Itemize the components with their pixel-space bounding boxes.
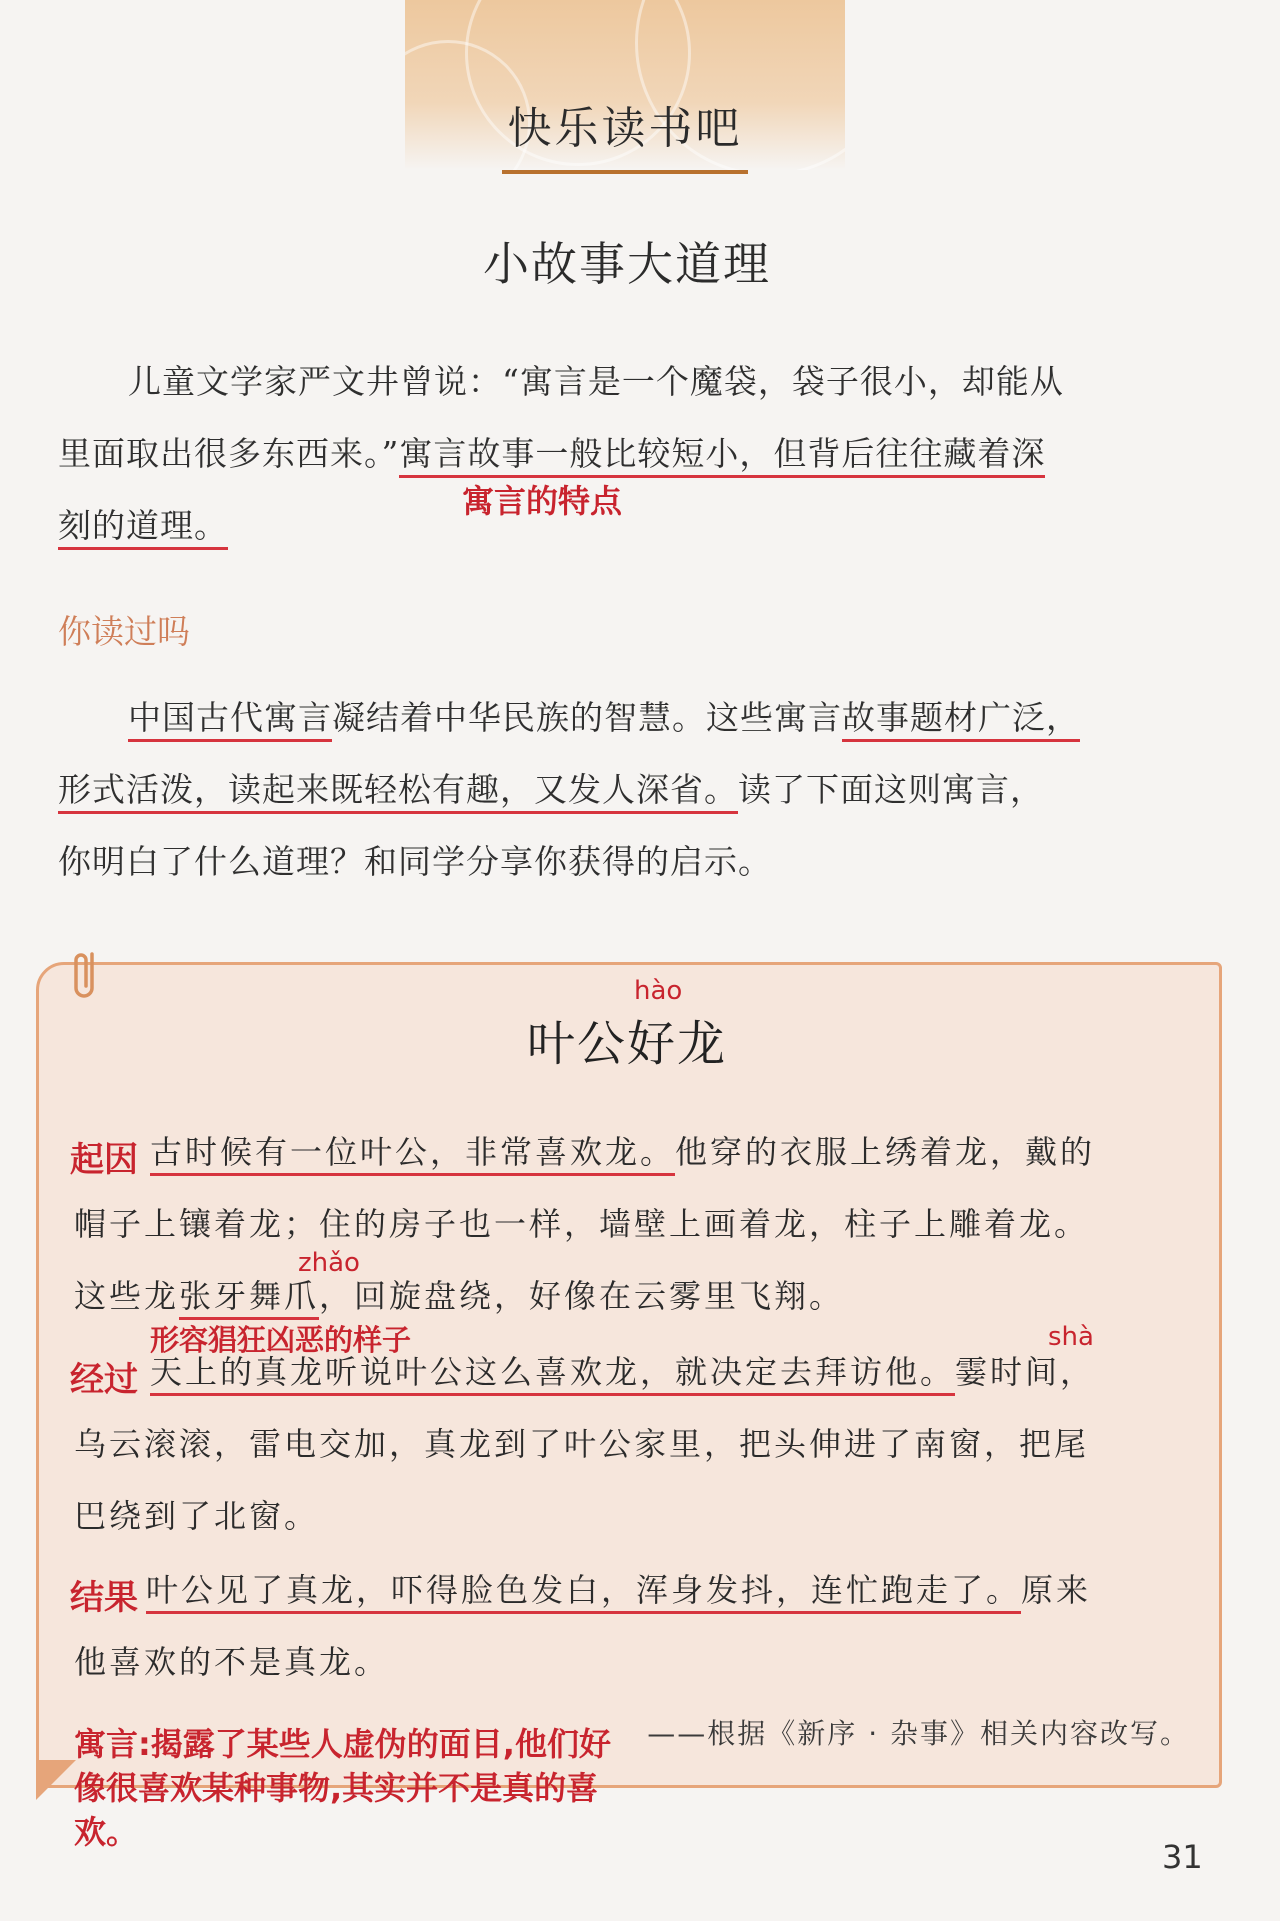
intro-line-3 <box>58 490 228 562</box>
story-title: 叶公好龙 <box>526 1016 727 1072</box>
story-p1-l3-b: ，回旋盘绕，好像在云雾里飞翔。 <box>319 1277 845 1315</box>
story-p2-text: 霎时间， <box>955 1353 1096 1391</box>
tag-cause: 起因 <box>70 1140 138 1180</box>
source-citation: ——根据《新序 · 杂事》相关内容改写。 <box>647 1717 1190 1750</box>
reading-text-1: 凝结着中华民族的智慧。这些寓言 <box>332 698 842 737</box>
tag-result: 结果 <box>70 1578 138 1618</box>
handwritten-moral: 寓言:揭露了某些人虚伪的面目,他们好像很喜欢某种事物,其实并不是真的喜欢。 <box>74 1725 611 1851</box>
intro-text-1: 儿童文学家严文井曾说：“寓言是一个魔袋，袋子很小，却能从 <box>128 362 1064 401</box>
intro-underlined-3: 刻的道理。 <box>58 506 228 550</box>
reading-line-3 <box>58 826 772 898</box>
story-p1-l3-ul: 张牙舞爪 <box>179 1277 319 1320</box>
story-p2-l3: 巴绕到了北窗。 <box>74 1497 320 1535</box>
pinyin-zhao: zhǎo <box>298 1248 360 1278</box>
sub-heading: 你读过吗 <box>58 612 190 651</box>
tag-process: 经过 <box>70 1360 138 1400</box>
story-p1-ul: 古时候有一位叶公，非常喜欢龙。 <box>150 1133 675 1176</box>
handwritten-note-feature: 寓言的特点 <box>462 482 623 520</box>
reading-ul-1b: 故事题材广泛， <box>842 698 1080 742</box>
intro-underlined-2: 寓言故事一般比较短小，但背后往往藏着深 <box>399 434 1045 478</box>
story-p2-l2: 乌云滚滚，雷电交加，真龙到了叶公家里，把头伸进了南窗，把尾 <box>74 1425 1090 1463</box>
intro-line-1 <box>128 346 1064 418</box>
reading-line-2 <box>58 754 1044 826</box>
story-p2-ul: 天上的真龙听说叶公这么喜欢龙，就决定去拜访他。 <box>150 1353 955 1396</box>
story-p1-l2: 帽子上镶着龙；住的房子也一样，墙壁上画着龙，柱子上雕着龙。 <box>74 1205 1090 1243</box>
reading-line-1 <box>128 682 1080 754</box>
story-p3-ul: 叶公见了真龙，吓得脸色发白，浑身发抖，连忙跑走了。 <box>146 1571 1021 1614</box>
reading-ul-1a: 中国古代寓言 <box>128 698 332 742</box>
story-p3-l1 <box>146 1554 1091 1626</box>
story-p3-text: 原来 <box>1021 1571 1092 1609</box>
story-p1-l3-a: 这些龙 <box>74 1277 180 1315</box>
title-underline <box>502 170 748 174</box>
pinyin-hao: hào <box>634 976 683 1006</box>
section-title: 小故事大道理 <box>483 237 771 291</box>
story-p1-text: 他穿的衣服上绣着龙，戴的 <box>675 1133 1096 1171</box>
story-p1-l1 <box>150 1116 1095 1188</box>
handwritten-note-zhangya: 形容猖狂凶恶的样子 <box>150 1323 412 1357</box>
reading-text-2: 读了下面这则寓言， <box>738 770 1044 809</box>
page-number: 31 <box>1162 1838 1203 1876</box>
pinyin-sha: shà <box>1048 1322 1094 1352</box>
intro-text-2: 里面取出很多东西来。” <box>58 434 400 473</box>
reading-text-3: 你明白了什么道理？和同学分享你获得的启示。 <box>58 842 772 881</box>
page-title: 快乐读书吧 <box>507 103 743 154</box>
reading-ul-2: 形式活泼，读起来既轻松有趣，又发人深省。 <box>58 770 738 814</box>
story-p2-l1 <box>150 1336 1095 1408</box>
story-p3-l2: 他喜欢的不是真龙。 <box>74 1643 390 1681</box>
paperclip-icon <box>72 948 102 1004</box>
